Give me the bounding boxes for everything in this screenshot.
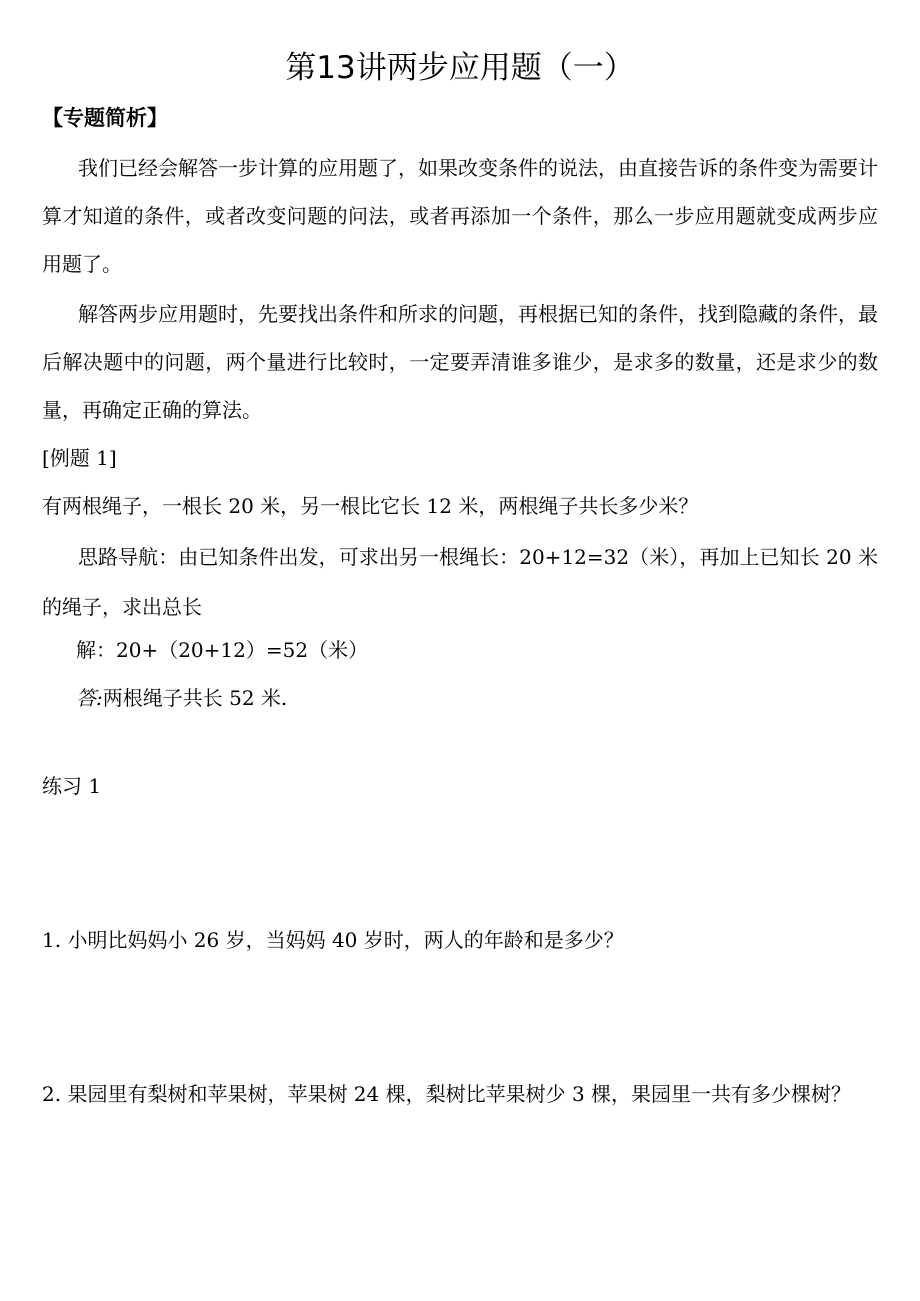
lesson-title: 第13讲两步应用题（一） [285,50,635,86]
example-solution: 解：20+（20+12）=52（米） [76,638,369,662]
practice-label: 练习 1 [42,774,102,798]
practice-question-1: 1. 小明比妈妈小 26 岁，当妈妈 40 岁时，两人的年龄和是多少？ [42,928,624,952]
answer-prefix: 答: [76,686,103,710]
example-label: [例题 1] [42,446,117,470]
example-hint: 思路导航：由已知条件出发，可求出另一根绳长：20+12=32（米），再加上已知长 20 米的绳子，求出总长 [42,545,878,619]
example-question: 有两根绳子，一根长 20 米，另一根比它长 12 米，两根绳子共长多少米？ [42,494,699,518]
practice-question-2: 2. 果园里有梨树和苹果树，苹果树 24 棵，梨树比苹果树少 3 棵，果园里一共有多少棵树？ [42,1082,852,1106]
example-answer [76,680,287,716]
answer-text: 两根绳子共长 52 米. [102,686,288,710]
intro-paragraph-1: 我们已经会解答一步计算的应用题了，如果改变条件的说法，由直接告诉的条件变为需要计算才知道的条件，或者改变问题的问法，或者再添加一个条件，那么一步应用题就变成两步应用题了。 [42,156,878,276]
intro-paragraph-2: 解答两步应用题时，先要找出条件和所求的问题，再根据已知的条件，找到隐藏的条件，最后解决题中的问题，两个量进行比较时，一定要弄清谁多谁少，是求多的数量，还是求少的数量，再确定正确的算法。 [42,302,878,422]
section-heading: 【专题简析】 [42,105,168,130]
